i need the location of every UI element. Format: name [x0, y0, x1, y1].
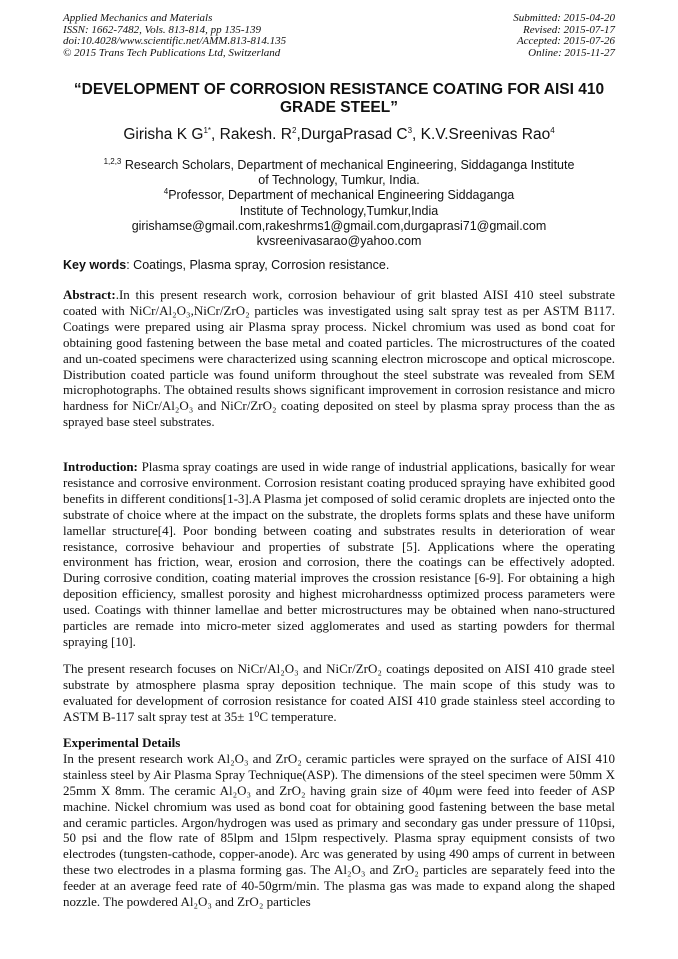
abstract-text: .In this present research work, corrosion behaviour of grit blasted AISI 410 steel substrate coated with NiCr/Al₂O₃,NiCr/ZrO₂ particles was investigated using salt spray test as per ASTM B117. Coatings were prepared using air Plasma spray process. Nickel chromium was used as bond coat for obtaining good fastening between the base metal and coated particles. The microstructures of the coated and un-coated specimens were characterized using scanning electron microscope and optical microscope. Distribution coated particle was found uniform throughout the steel substrate was revealed from SEM microphotographs. The obtained results shows significant improvement in corrosion resistance and micro hardness for NiCr/Al₂O₃ and NiCr/ZrO₂ coating deposited on steel by plasma spray process than the as sprayed base steel substrates.	[63, 287, 615, 430]
issn: ISSN: 1662-7482, Vols. 813-814, pp 135-139	[63, 23, 261, 36]
author-sup: 2	[292, 125, 297, 135]
submitted-date: Submitted: 2015-04-20	[513, 12, 615, 24]
keywords-label: Key words	[63, 258, 127, 272]
keywords	[63, 258, 615, 274]
introduction-label: Introduction:	[63, 459, 138, 474]
email-link[interactable]: girishamse@gmail.com,rakeshrms1@gmail.com,durgaprasi71@gmail.com	[131, 218, 547, 233]
author: K.V.Sreenivas Rao	[420, 126, 551, 143]
introduction-text: Plasma spray coatings are used in wide range of industrial applications, basically for wear resistance and corrosive environment. Corrosion resistant coating produced spraying have exhibited good benefits in different conditions[1-3].A Plasma jet composed of solid ceramic droplets are injected onto the substrate of choice where at the impact on the substrate, the droplets forms splats and these have uniform lamellar structure[4]. Poor bonding between coating and substrates results in deterioration of wear resistance, corrosive behaviour and properties of substrate [5]. Applications where the operating environment has friction, wear, erosion and corrosion, there the coatings can be effectively adopted. During corrosive condition, coating material improves the crossion resistance [6-9]. For obtaining a high deposition efficiency, smallest porosity and highest microhardnesss optimized process parameters were used. Coatings with thinner lamellae and better microstructures may be obtained when nano-structured particles are remade into micro-meter sized agglomerates and used as starting powders for thermal spraying [10].	[63, 459, 615, 649]
author: Rakesh. R	[219, 126, 292, 143]
experimental-text: In the present research work Al₂O₃ and ZrO₂ ceramic particles were sprayed on the surface of AISI 410 stainless steel by Air Plasma Spray Technique(ASP). The dimensions of the steel specimen were 50mm X 25mm X 8mm. The ceramic Al₂O₃ and ZrO₂ having grain size of 40μm were feed into feeder of ASP machine. Nickel chromium was used as bond coat for obtaining good fastening between the base metal and ceramic particles. Argon/hydrogen was used as primary and secondary gas under pressure of 110psi, 50 psi and the flow rate of 85lpm and 15lpm respectively. Plasma spray equipment consists of two electrodes (tungsten-cathode, copper-anode). Arc was generated by using 490 amps of current in between these two electrodes in a plasma forming gas. The Al₂O₃ and ZrO₂ particles are separately feed into the feeder at an average feed rate of 40-50grm/min. The plasma gas was made to expand along the shaped nozzle. The powdered Al₂O₃ and ZrO₂ particles	[63, 750, 615, 910]
sep: ,	[412, 126, 421, 143]
email-link[interactable]: kvsreenivasarao@yahoo.com	[256, 234, 422, 249]
sep: ,	[211, 126, 220, 143]
doi: doi:10.4028/www.scientific.net/AMM.813-814.135	[63, 35, 287, 47]
paragraph: The present research focuses on NiCr/Al₂O₃ and NiCr/ZrO₂ coatings deposited on AISI 410 grade steel substrate by atmosphere plasma spray deposition technique. The main scope of this study was to evaluated for development of corrosion resistance for coated AISI 410 grade stainless steel according to ASTM B-117 salt spray test at 35± 1⁰C temperature.	[63, 661, 615, 724]
author-list	[40, 126, 638, 144]
keywords-text: : Coatings, Plasma spray, Corrosion resistance.	[126, 258, 390, 272]
sep: ,	[296, 126, 301, 143]
online-date: Online: 2015-11-27	[528, 46, 615, 59]
abstract	[63, 287, 615, 430]
journal-name: Applied Mechanics and Materials	[63, 12, 213, 24]
affil-sup: 4	[163, 187, 169, 197]
affil-sup: 1,2,3	[103, 156, 122, 166]
abstract-label: Abstract:	[63, 287, 116, 302]
affiliation-2: Professor, Department of mechanical Engineering Siddaganga Institute of Technology,Tumkur,India	[168, 188, 515, 218]
author-sup: 1*	[203, 125, 211, 135]
journal-info	[63, 13, 286, 59]
affiliations	[63, 158, 615, 249]
author: DurgaPrasad C	[300, 126, 408, 143]
accepted-date: Accepted: 2015-07-26	[516, 35, 615, 47]
section-heading: Experimental Details	[63, 735, 181, 750]
submission-dates	[513, 13, 615, 59]
copyright: © 2015 Trans Tech Publications Ltd, Switzerland	[63, 46, 281, 59]
author-sup: 3	[407, 125, 413, 135]
affiliation-1: Research Scholars, Department of mechanical Engineering, Siddaganga Institute of Technology, Tumkur, India.	[121, 158, 575, 188]
introduction	[63, 459, 615, 650]
paper-title: “DEVELOPMENT OF CORROSION RESISTANCE COATING FOR AISI 410 GRADE STEEL”	[73, 81, 605, 116]
author-sup: 4	[550, 125, 555, 135]
author: Girisha K G	[123, 126, 204, 143]
experimental-section	[63, 735, 615, 910]
revised-date: Revised: 2015-07-17	[523, 23, 615, 36]
